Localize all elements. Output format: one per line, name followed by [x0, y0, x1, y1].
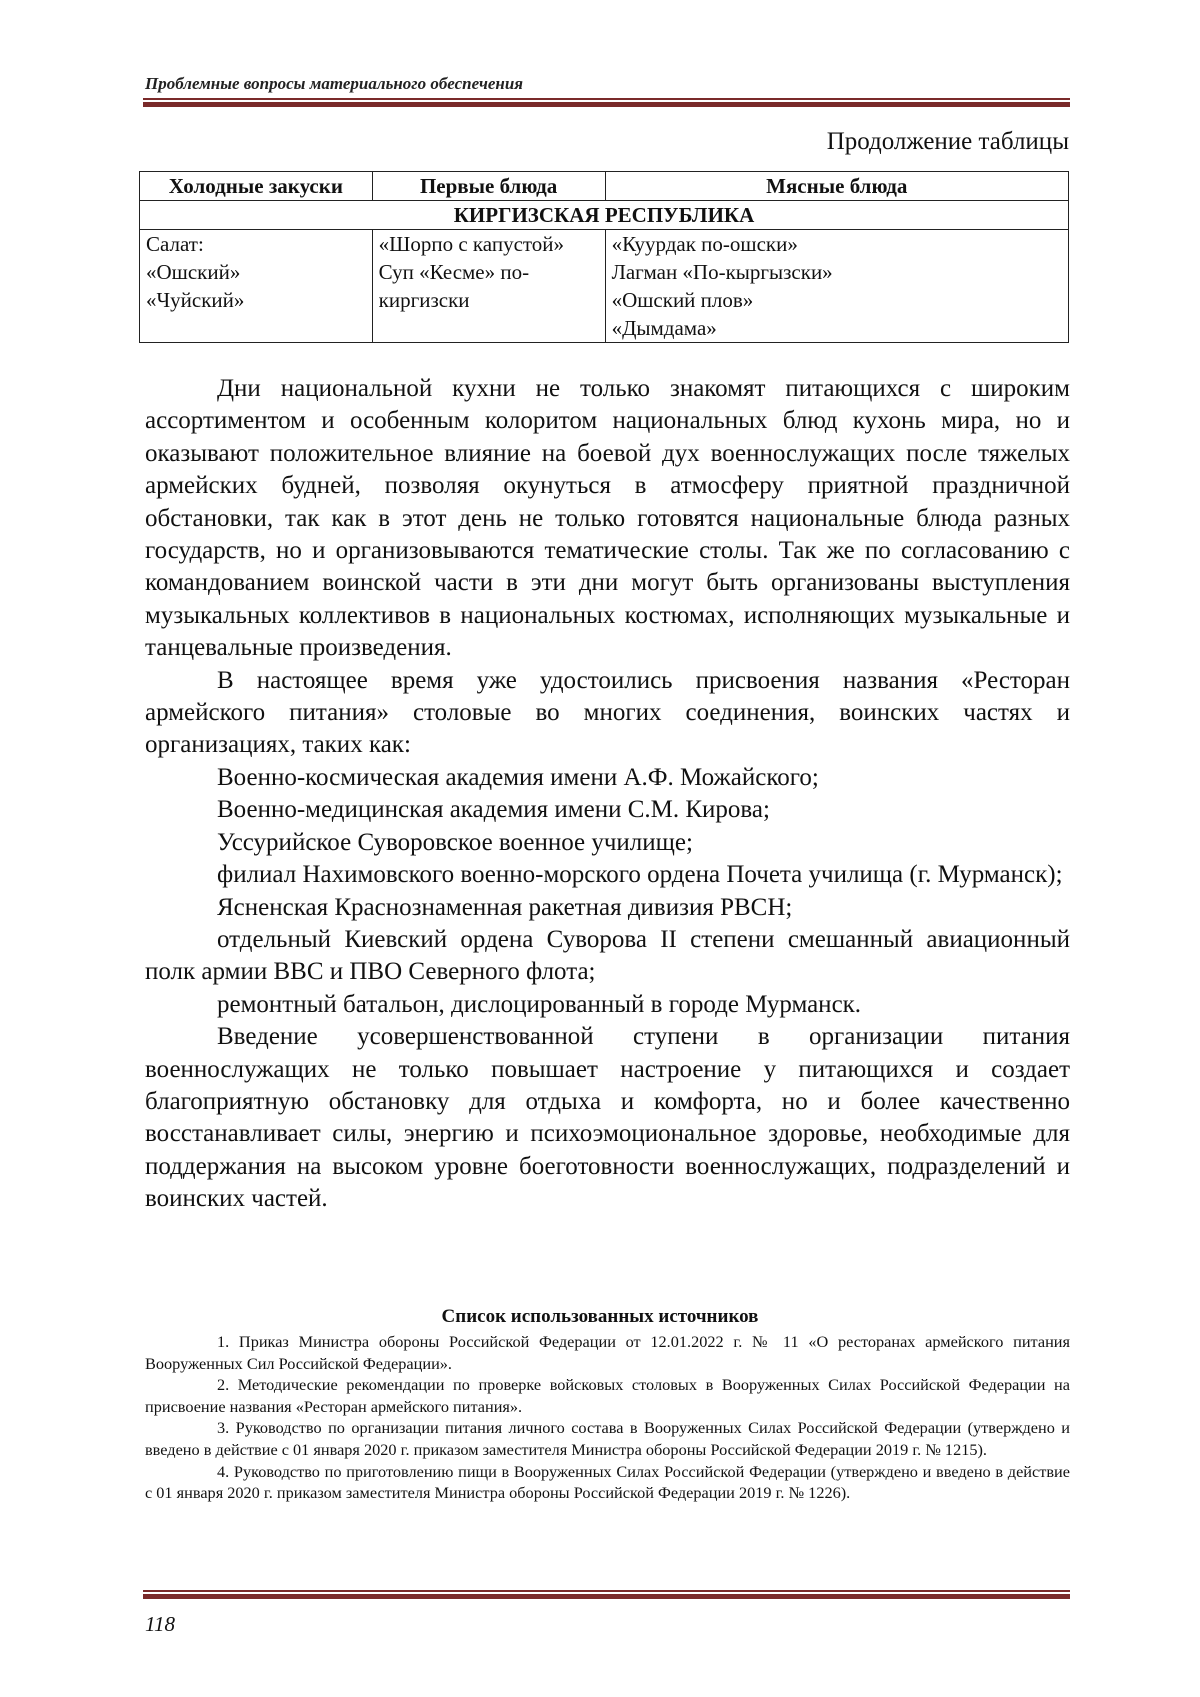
list-item: Военно-медицинская академия имени С.М. Кирова;	[217, 796, 770, 824]
cell-line: «Дымдама»	[611, 316, 717, 340]
cuisine-table	[139, 171, 1069, 343]
list-item: Уссурийское Суворовское военное училище;	[217, 828, 693, 856]
table-caption: Продолжение таблицы	[826, 128, 1069, 155]
paragraph: В настоящее время уже удостоились присвоения названия «Ресторан армейского питания» столовые во многих соединения, воинских частях и организациях, таких как:	[145, 666, 1070, 759]
cell-line: Лагман «По-кыргызски»	[611, 260, 833, 284]
reference-item: 4. Руководство по приготовлению пищи в Вооруженных Силах Российской Федерации (утверждено и введено в действие с 01 января 2020 г. приказом заместителя Министра обороны Российской Федерации 2019 г. № 1226).	[145, 1461, 1070, 1503]
list-item: филиал Нахимовского военно-морского ордена Почета училища (г. Мурманск);	[217, 861, 1063, 889]
paragraph: Дни национальной кухни не только знакомят питающихся с широким ассортиментом и особенным колоритом национальных блюд кухонь мира, но и оказывают положительное влияние на боевой дух военнослужащих после тяжелых армейских будней, позволяя окунуться в атмосферу приятной праздничной обстановки, так как в этот день не только готовятся национальные блюда разных государств, но и организовываются тематические столы. Так же по согласованию с командованием воинской части в эти дни могут быть организованы выступления музыкальных коллективов в национальных костюмах, исполняющих музыкальные и танцевальные произведения.	[145, 375, 1070, 662]
cold-cell	[140, 230, 373, 343]
cell-line: Салат:	[146, 232, 204, 256]
cell-line: «Шорпо с капустой»	[378, 232, 565, 256]
list-item: отдельный Киевский ордена Суворова II степени смешанный авиационный полк армии ВВС и ПВО Северного флота;	[145, 925, 1070, 986]
header-rule	[143, 98, 1070, 107]
region-row: КИРГИЗСКАЯ РЕСПУБЛИКА	[140, 201, 1069, 230]
page-number: 118	[145, 1612, 175, 1636]
cell-line: «Чуйский»	[146, 288, 245, 312]
reference-item: 1. Приказ Министра обороны Российской Федерации от 12.01.2022 г. № 11 «О ресторанах армейского питания Вооруженных Сил Российской Федерации».	[145, 1332, 1070, 1373]
col-header-first: Первые блюда	[372, 172, 605, 201]
list-item: Ясненская Краснознаменная ракетная дивизия РВСН;	[217, 893, 793, 921]
col-header-meat: Мясные блюда	[605, 172, 1068, 201]
paragraph: Введение усовершенствованной ступени в организации питания военнослужащих не только повышает настроение у питающихся и создает благоприятную обстановку для отдыха и комфорта, но и более качественно восстанавливает силы, энергию и психоэмоциональное здоровье, необходимые для поддержания на высоком уровне боеготовности военнослужащих, подразделений и воинских частей.	[145, 1023, 1070, 1213]
body-text	[145, 373, 1070, 1216]
cell-line: «Ошский»	[146, 260, 241, 284]
first-cell	[372, 230, 605, 343]
cell-line: Суп «Кесме» по-	[378, 260, 530, 284]
references-list	[145, 1331, 1070, 1504]
list-item: ремонтный батальон, дислоцированный в городе Мурманск.	[217, 990, 862, 1018]
footer-rule	[143, 1590, 1070, 1599]
reference-item: 2. Методические рекомендации по проверке войсковых столовых в Вооруженных Силах Российской Федерации на присвоение названия «Ресторан армейского питания».	[145, 1375, 1070, 1416]
col-header-cold: Холодные закуски	[140, 172, 373, 201]
reference-item: 3. Руководство по организации питания личного состава в Вооруженных Силах Российской Федерации (утверждено и введено в действие с 01 января 2020 г. приказом заместителя Министра обороны Российской Федерации 2019 г. № 1215).	[145, 1418, 1070, 1459]
running-head: Проблемные вопросы материального обеспечения	[145, 74, 524, 93]
cell-line: «Ошский плов»	[611, 288, 754, 312]
cell-line: «Куурдак по-ошски»	[611, 232, 798, 256]
references-title: Список использованных источников	[441, 1306, 759, 1327]
meat-cell	[605, 230, 1068, 343]
cell-line: киргизски	[378, 288, 470, 312]
list-item: Военно-космическая академия имени А.Ф. Можайского;	[217, 763, 819, 791]
